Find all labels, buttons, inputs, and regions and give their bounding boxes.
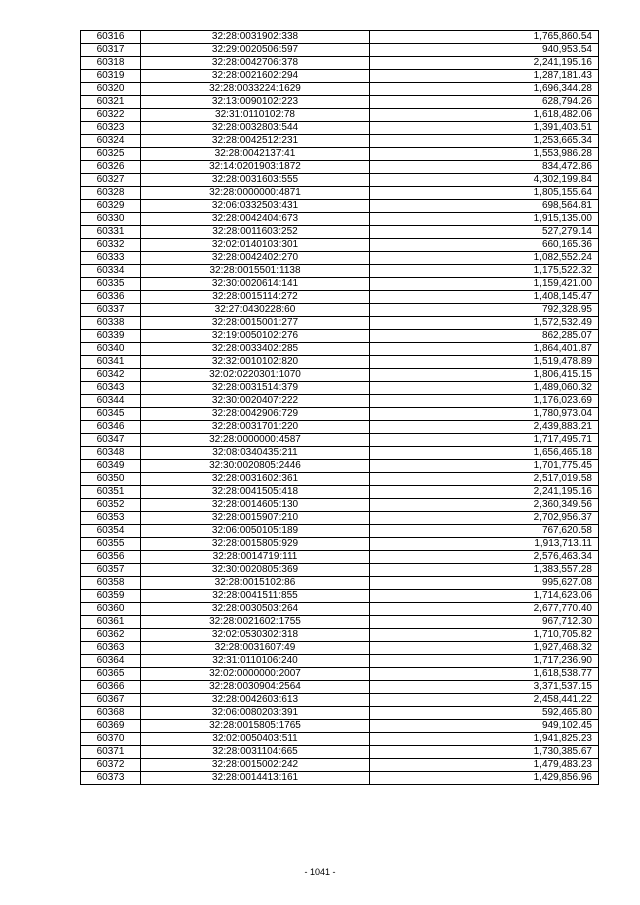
parcel-id-cell: 32:28:0021602:1755 (141, 616, 370, 629)
amount-cell: 1,519,478.89 (370, 356, 599, 369)
row-number-cell: 60329 (81, 200, 141, 213)
amount-cell: 1,717,495.71 (370, 434, 599, 447)
amount-cell: 1,572,532.49 (370, 317, 599, 330)
parcel-id-cell: 32:28:0011603:252 (141, 226, 370, 239)
amount-cell: 862,285.07 (370, 330, 599, 343)
amount-cell: 1,714,623.06 (370, 590, 599, 603)
row-number-cell: 60327 (81, 174, 141, 187)
parcel-id-cell: 32:28:0042906:729 (141, 408, 370, 421)
table-row (81, 629, 599, 642)
amount-cell: 1,806,415.15 (370, 369, 599, 382)
amount-cell: 1,717,236.90 (370, 655, 599, 668)
amount-cell: 2,677,770.40 (370, 603, 599, 616)
row-number-cell: 60348 (81, 447, 141, 460)
parcel-id-cell: 32:06:0332503:431 (141, 200, 370, 213)
amount-cell: 4,302,199.84 (370, 174, 599, 187)
amount-cell: 792,328.95 (370, 304, 599, 317)
parcel-id-cell: 32:28:0000000:4587 (141, 434, 370, 447)
table-row (81, 148, 599, 161)
amount-cell: 1,656,465.18 (370, 447, 599, 460)
table-row (81, 681, 599, 694)
amount-cell: 995,627.08 (370, 577, 599, 590)
row-number-cell: 60339 (81, 330, 141, 343)
row-number-cell: 60359 (81, 590, 141, 603)
table-row (81, 291, 599, 304)
parcel-id-cell: 32:28:0015501:1138 (141, 265, 370, 278)
row-number-cell: 60340 (81, 343, 141, 356)
amount-cell: 1,176,023.69 (370, 395, 599, 408)
table-row (81, 70, 599, 83)
parcel-id-cell: 32:13:0090102:223 (141, 96, 370, 109)
parcel-id-cell: 32:28:0032803:544 (141, 122, 370, 135)
row-number-cell: 60317 (81, 44, 141, 57)
amount-cell: 1,082,552.24 (370, 252, 599, 265)
row-number-cell: 60344 (81, 395, 141, 408)
row-number-cell: 60321 (81, 96, 141, 109)
parcel-id-cell: 32:30:0020614:141 (141, 278, 370, 291)
table-row (81, 512, 599, 525)
row-number-cell: 60363 (81, 642, 141, 655)
row-number-cell: 60337 (81, 304, 141, 317)
parcel-id-cell: 32:30:0020805:2446 (141, 460, 370, 473)
table-row (81, 525, 599, 538)
row-number-cell: 60349 (81, 460, 141, 473)
table-body (81, 31, 599, 785)
parcel-id-cell: 32:28:0031603:555 (141, 174, 370, 187)
row-number-cell: 60336 (81, 291, 141, 304)
parcel-id-cell: 32:02:0140103:301 (141, 239, 370, 252)
row-number-cell: 60319 (81, 70, 141, 83)
parcel-id-cell: 32:28:0030503:264 (141, 603, 370, 616)
row-number-cell: 60373 (81, 772, 141, 785)
parcel-id-cell: 32:28:0015102:86 (141, 577, 370, 590)
amount-cell: 767,620.58 (370, 525, 599, 538)
amount-cell: 3,371,537.15 (370, 681, 599, 694)
parcel-id-cell: 32:19:0050102:276 (141, 330, 370, 343)
table-row (81, 408, 599, 421)
table-row (81, 31, 599, 44)
row-number-cell: 60351 (81, 486, 141, 499)
amount-cell: 1,175,522.32 (370, 265, 599, 278)
row-number-cell: 60338 (81, 317, 141, 330)
table-row (81, 694, 599, 707)
row-number-cell: 60325 (81, 148, 141, 161)
amount-cell: 2,458,441.22 (370, 694, 599, 707)
amount-cell: 628,794.26 (370, 96, 599, 109)
table-row (81, 343, 599, 356)
table-row (81, 759, 599, 772)
amount-cell: 1,479,483.23 (370, 759, 599, 772)
parcel-id-cell: 32:31:0110106:240 (141, 655, 370, 668)
table-row (81, 200, 599, 213)
amount-cell: 2,576,463.34 (370, 551, 599, 564)
amount-cell: 1,805,155.64 (370, 187, 599, 200)
parcel-id-cell: 32:28:0015907:210 (141, 512, 370, 525)
parcel-id-cell: 32:28:0031607:49 (141, 642, 370, 655)
parcel-id-cell: 32:28:0015001:277 (141, 317, 370, 330)
row-number-cell: 60352 (81, 499, 141, 512)
parcel-id-cell: 32:31:0110102:78 (141, 109, 370, 122)
row-number-cell: 60361 (81, 616, 141, 629)
table-row (81, 44, 599, 57)
row-number-cell: 60343 (81, 382, 141, 395)
table-row (81, 668, 599, 681)
amount-cell: 1,780,973.04 (370, 408, 599, 421)
parcel-id-cell: 32:28:0042137:41 (141, 148, 370, 161)
parcel-id-cell: 32:28:0031701:220 (141, 421, 370, 434)
row-number-cell: 60324 (81, 135, 141, 148)
parcel-id-cell: 32:06:0080203:391 (141, 707, 370, 720)
amount-cell: 1,913,713.11 (370, 538, 599, 551)
row-number-cell: 60335 (81, 278, 141, 291)
row-number-cell: 60341 (81, 356, 141, 369)
table-row (81, 382, 599, 395)
row-number-cell: 60328 (81, 187, 141, 200)
table-row (81, 252, 599, 265)
row-number-cell: 60357 (81, 564, 141, 577)
amount-cell: 834,472.86 (370, 161, 599, 174)
table-row (81, 122, 599, 135)
table-row (81, 655, 599, 668)
parcel-id-cell: 32:28:0042706:378 (141, 57, 370, 70)
table-row (81, 486, 599, 499)
parcel-id-cell: 32:28:0014605:130 (141, 499, 370, 512)
parcel-id-cell: 32:28:0014413:161 (141, 772, 370, 785)
table-row (81, 707, 599, 720)
table-row (81, 733, 599, 746)
amount-cell: 1,253,665.34 (370, 135, 599, 148)
parcel-id-cell: 32:14:0201903:1872 (141, 161, 370, 174)
amount-cell: 1,391,403.51 (370, 122, 599, 135)
amount-cell: 1,941,825.23 (370, 733, 599, 746)
amount-cell: 1,618,538.77 (370, 668, 599, 681)
parcel-id-cell: 32:02:0530302:318 (141, 629, 370, 642)
amount-cell: 1,915,135.00 (370, 213, 599, 226)
amount-cell: 2,241,195.16 (370, 57, 599, 70)
amount-cell: 527,279.14 (370, 226, 599, 239)
table-row (81, 174, 599, 187)
row-number-cell: 60320 (81, 83, 141, 96)
parcel-id-cell: 32:32:0010102:820 (141, 356, 370, 369)
parcel-id-cell: 32:02:0220301:1070 (141, 369, 370, 382)
table-row (81, 616, 599, 629)
parcel-id-cell: 32:28:0031602:361 (141, 473, 370, 486)
table-row (81, 473, 599, 486)
parcel-id-cell: 32:28:0042402:270 (141, 252, 370, 265)
row-number-cell: 60362 (81, 629, 141, 642)
table-row (81, 642, 599, 655)
row-number-cell: 60326 (81, 161, 141, 174)
table-row (81, 239, 599, 252)
amount-cell: 660,165.36 (370, 239, 599, 252)
parcel-id-cell: 32:28:0031514:379 (141, 382, 370, 395)
amount-cell: 1,701,775.45 (370, 460, 599, 473)
table-row (81, 57, 599, 70)
amount-cell: 592,465.80 (370, 707, 599, 720)
row-number-cell: 60342 (81, 369, 141, 382)
row-number-cell: 60330 (81, 213, 141, 226)
parcel-id-cell: 32:27:0430228:60 (141, 304, 370, 317)
amount-cell: 1,553,986.28 (370, 148, 599, 161)
row-number-cell: 60364 (81, 655, 141, 668)
amount-cell: 2,517,019.58 (370, 473, 599, 486)
row-number-cell: 60353 (81, 512, 141, 525)
row-number-cell: 60331 (81, 226, 141, 239)
row-number-cell: 60354 (81, 525, 141, 538)
row-number-cell: 60355 (81, 538, 141, 551)
row-number-cell: 60356 (81, 551, 141, 564)
parcel-id-cell: 32:30:0020407:222 (141, 395, 370, 408)
amount-cell: 1,927,468.32 (370, 642, 599, 655)
row-number-cell: 60316 (81, 31, 141, 44)
amount-cell: 1,159,421.00 (370, 278, 599, 291)
page-number: - 1041 - (304, 867, 336, 877)
row-number-cell: 60366 (81, 681, 141, 694)
table-row (81, 746, 599, 759)
parcel-id-cell: 32:28:0041511:855 (141, 590, 370, 603)
table-row (81, 226, 599, 239)
table-row (81, 720, 599, 733)
amount-cell: 1,730,385.67 (370, 746, 599, 759)
amount-cell: 1,710,705.82 (370, 629, 599, 642)
table-row (81, 109, 599, 122)
table-row (81, 135, 599, 148)
row-number-cell: 60323 (81, 122, 141, 135)
row-number-cell: 60369 (81, 720, 141, 733)
parcel-id-cell: 32:28:0031104:665 (141, 746, 370, 759)
table-row (81, 278, 599, 291)
parcel-id-cell: 32:28:0000000:4871 (141, 187, 370, 200)
amount-cell: 2,702,956.37 (370, 512, 599, 525)
table-row (81, 434, 599, 447)
table-row (81, 161, 599, 174)
parcel-id-cell: 32:28:0015002:242 (141, 759, 370, 772)
table-row (81, 577, 599, 590)
parcel-id-cell: 32:28:0041505:418 (141, 486, 370, 499)
amount-cell: 1,408,145.47 (370, 291, 599, 304)
table-row (81, 213, 599, 226)
table-row (81, 564, 599, 577)
amount-cell: 2,360,349.56 (370, 499, 599, 512)
amount-cell: 1,618,482.06 (370, 109, 599, 122)
table-row (81, 590, 599, 603)
parcel-id-cell: 32:29:0020506:597 (141, 44, 370, 57)
amount-cell: 1,287,181.43 (370, 70, 599, 83)
data-table (80, 30, 599, 785)
table-row (81, 551, 599, 564)
table-row (81, 83, 599, 96)
row-number-cell: 60358 (81, 577, 141, 590)
row-number-cell: 60345 (81, 408, 141, 421)
parcel-id-cell: 32:06:0050105:189 (141, 525, 370, 538)
row-number-cell: 60372 (81, 759, 141, 772)
row-number-cell: 60370 (81, 733, 141, 746)
row-number-cell: 60322 (81, 109, 141, 122)
table-row (81, 330, 599, 343)
amount-cell: 1,696,344.28 (370, 83, 599, 96)
amount-cell: 2,241,195.16 (370, 486, 599, 499)
table-row (81, 395, 599, 408)
parcel-id-cell: 32:02:0000000:2007 (141, 668, 370, 681)
table-row (81, 304, 599, 317)
row-number-cell: 60334 (81, 265, 141, 278)
row-number-cell: 60368 (81, 707, 141, 720)
amount-cell: 967,712.30 (370, 616, 599, 629)
table-row (81, 369, 599, 382)
row-number-cell: 60332 (81, 239, 141, 252)
parcel-id-cell: 32:08:0340435:211 (141, 447, 370, 460)
table-row (81, 460, 599, 473)
parcel-id-cell: 32:28:0042512:231 (141, 135, 370, 148)
parcel-id-cell: 32:28:0014719:111 (141, 551, 370, 564)
parcel-id-cell: 32:28:0021602:294 (141, 70, 370, 83)
table-row (81, 603, 599, 616)
parcel-id-cell: 32:02:0050403:511 (141, 733, 370, 746)
table-row (81, 538, 599, 551)
row-number-cell: 60318 (81, 57, 141, 70)
table-row (81, 421, 599, 434)
amount-cell: 2,439,883.21 (370, 421, 599, 434)
amount-cell: 1,429,856.96 (370, 772, 599, 785)
amount-cell: 1,765,860.54 (370, 31, 599, 44)
amount-cell: 1,864,401.87 (370, 343, 599, 356)
amount-cell: 698,564.81 (370, 200, 599, 213)
table-row (81, 265, 599, 278)
row-number-cell: 60333 (81, 252, 141, 265)
row-number-cell: 60371 (81, 746, 141, 759)
table-row (81, 447, 599, 460)
row-number-cell: 60347 (81, 434, 141, 447)
table-row (81, 772, 599, 785)
table-row (81, 317, 599, 330)
parcel-id-cell: 32:28:0031902:338 (141, 31, 370, 44)
parcel-id-cell: 32:28:0030904:2564 (141, 681, 370, 694)
parcel-id-cell: 32:28:0015114:272 (141, 291, 370, 304)
row-number-cell: 60367 (81, 694, 141, 707)
parcel-id-cell: 32:30:0020805:369 (141, 564, 370, 577)
table-row (81, 499, 599, 512)
row-number-cell: 60365 (81, 668, 141, 681)
parcel-id-cell: 32:28:0015805:929 (141, 538, 370, 551)
parcel-id-cell: 32:28:0015805:1765 (141, 720, 370, 733)
amount-cell: 1,489,060.32 (370, 382, 599, 395)
parcel-id-cell: 32:28:0033402:285 (141, 343, 370, 356)
amount-cell: 949,102.45 (370, 720, 599, 733)
row-number-cell: 60360 (81, 603, 141, 616)
parcel-id-cell: 32:28:0042603:613 (141, 694, 370, 707)
amount-cell: 940,953.54 (370, 44, 599, 57)
amount-cell: 1,383,557.28 (370, 564, 599, 577)
table-row (81, 187, 599, 200)
table-row (81, 96, 599, 109)
parcel-id-cell: 32:28:0042404:673 (141, 213, 370, 226)
row-number-cell: 60346 (81, 421, 141, 434)
table-row (81, 356, 599, 369)
row-number-cell: 60350 (81, 473, 141, 486)
parcel-id-cell: 32:28:0033224:1629 (141, 83, 370, 96)
